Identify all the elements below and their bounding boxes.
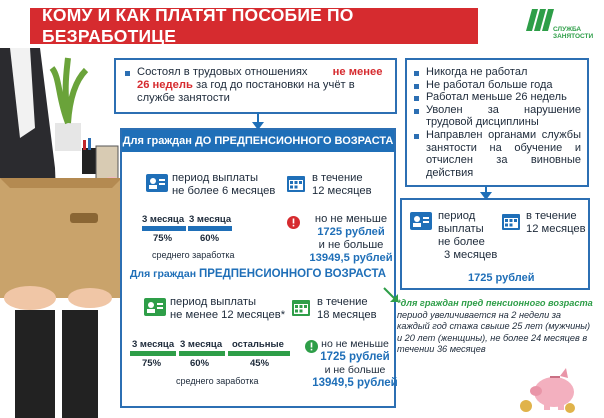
footnote-body: период увеличивается на 2 недели за каждый год стажа свыше 25 лет (мужчины) и 20 лет (женщины), не более 24 месяцев в течении 36 месяцев [397,309,591,354]
right-period [438,210,497,262]
section1-bar-caption: среднего заработка [152,250,235,260]
section2-max-value: 13949,5 рублей [312,377,398,389]
footnote-lead: *для граждан пред пенсионного возраста [397,298,593,308]
eligibility-condition-box [114,58,397,114]
section1-bar1-pct: 75% [153,233,173,244]
section1-bar2-label: 3 месяца [189,214,232,225]
minimum-benefit-conditions-box [405,58,589,187]
eligibility-condition [122,66,387,105]
logo-stripes-icon [526,9,556,35]
condition-item: Направлен органами службы занятости на обучение и отчислен за виновные действия [411,129,581,179]
section1-heading-main: ДО ПРЕДПЕНСИОННОГО ВОЗРАСТА [194,135,394,147]
benefit-rules-box [120,128,396,408]
alert-icon [287,216,300,229]
section2-bar1 [130,351,176,356]
right-within [526,210,586,236]
section2-heading [122,268,394,280]
section2-bar1-pct: 75% [142,358,162,369]
section2-bar1-label: 3 месяца [132,339,175,350]
right-within-line2: 12 месяцев [526,223,586,235]
arrow-down-icon [252,112,264,130]
section2-min-value: 1725 рублей [320,351,390,363]
section1-bar2-pct: 60% [200,233,220,244]
person-with-box-image [0,48,122,418]
section2-period-line2: не менее 12 месяцев* [170,309,286,321]
condition-red-text-2: 26 недель [137,79,193,91]
section1-min-label: но не меньше [314,213,388,225]
section2-bar-caption: среднего заработка [176,376,259,386]
logo-line-1: СЛУЖБА [553,26,582,33]
section1-within [312,172,372,198]
section2-within [317,296,377,322]
right-amount: 1725 рублей [468,272,535,284]
section1-min-value: 1725 рублей [317,226,385,238]
section2-heading-main: ПРЕДПЕНСИОННОГО ВОЗРАСТА [198,268,387,280]
right-period-line3: не более [438,236,485,248]
section2-min-label: но не меньше [321,338,389,350]
section1-within-line2: 12 месяцев [312,185,372,197]
section2-period-line1: период выплаты [170,296,257,308]
section2-bar3-pct: 45% [250,358,270,369]
section1-within-line1: в течение [312,172,363,184]
right-period-line1: период [438,210,476,222]
id-card-icon [146,174,168,192]
calendar-icon [287,174,305,192]
section2-within-line1: в течение [317,296,368,308]
condition-text-b: за год до постановки на учёт в службе занятости [137,79,355,104]
logo-line-2: ЗАНЯТОСТИ [553,33,594,40]
condition-item: Работал меньше 26 недель [411,91,581,104]
section2-within-line2: 18 месяцев [317,309,377,321]
section1-bar1 [142,226,186,231]
section2-bar2-label: 3 месяца [180,339,223,350]
condition-item: Не работал больше года [411,79,581,92]
section2-heading-lead: Для граждан [129,268,197,280]
employment-service-logo [526,9,596,47]
right-within-line1: в течение [526,210,577,222]
section1-limits [306,213,396,265]
calendar-icon [502,212,520,230]
section2-bar3 [228,351,290,356]
section1-bar1-label: 3 месяца [142,214,185,225]
section2-max-label: и не больше [324,364,386,376]
right-period-line2: выплаты [438,223,484,235]
condition-text-a: Состоял в трудовых отношениях [137,66,308,78]
minimum-benefit-box [400,198,590,290]
section1-heading [122,130,394,152]
section2-limits [310,338,400,390]
condition-red-text-1: не менее [332,66,383,78]
piggy-bank-icon [518,362,580,414]
section1-period [172,172,275,198]
section1-max-value: 13949,5 рублей [309,252,393,264]
id-card-icon [410,212,432,230]
condition-item: Уволен за нарушение трудовой дисциплины [411,104,581,129]
section1-max-label: и не больше [318,239,384,251]
section2-bar2 [179,351,225,356]
section2-bar3-label: остальные [232,339,284,350]
section1-bar2 [188,226,232,231]
section1-period-line1: период выплаты [172,172,259,184]
section1-period-line2: не более 6 месяцев [172,185,276,197]
calendar-icon [292,298,310,316]
section2-period [152,296,285,322]
condition-item: Никогда не работал [411,66,581,79]
page-title: КОМУ И КАК ПЛАТЯТ ПОСОБИЕ ПО БЕЗРАБОТИЦЕ [30,8,478,44]
footnote [397,298,593,356]
section2-bar2-pct: 60% [190,358,210,369]
right-period-line4: 3 месяцев [444,249,498,261]
section1-heading-lead: Для граждан [122,135,192,147]
